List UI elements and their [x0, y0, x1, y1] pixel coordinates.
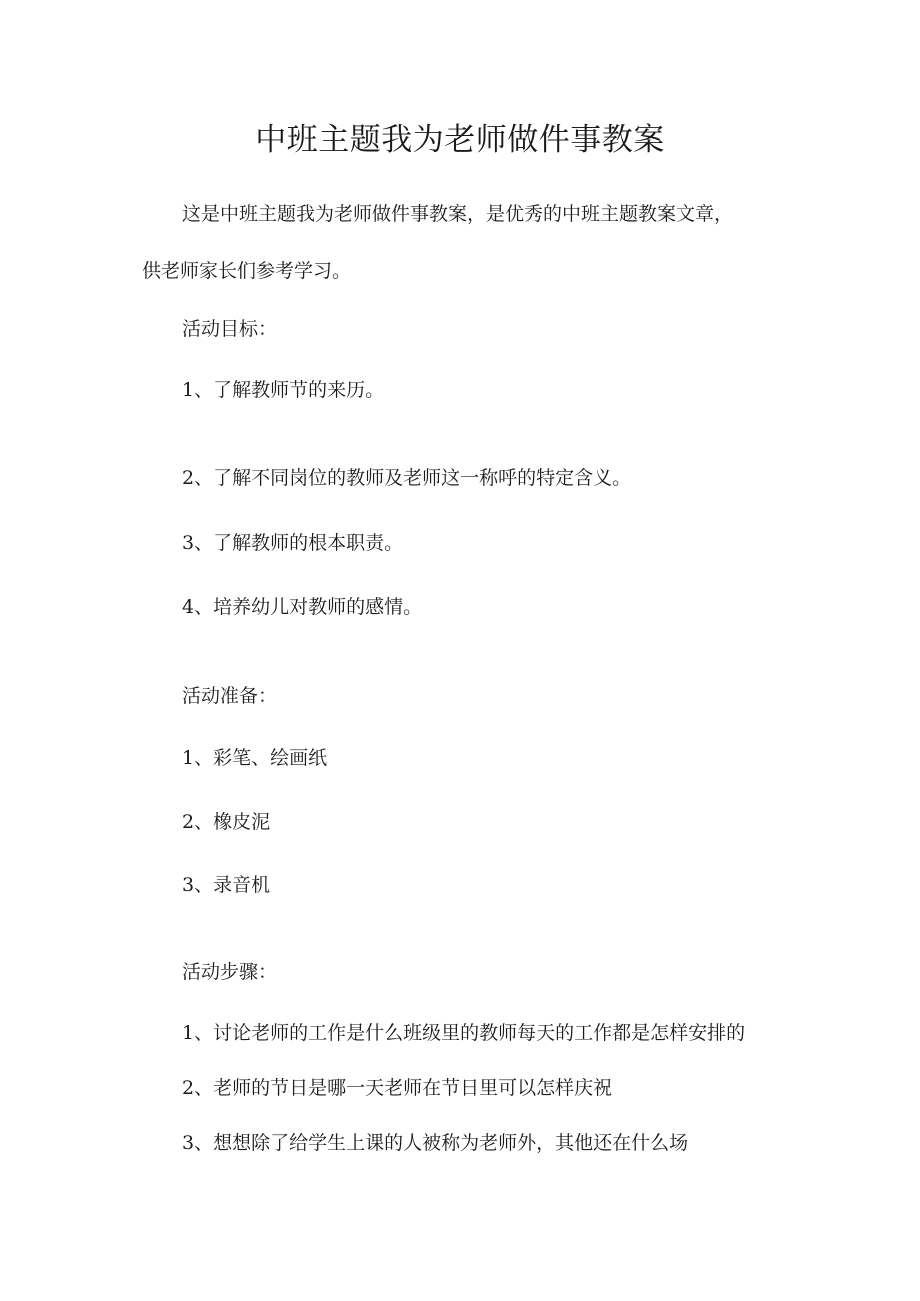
goal-item-4: 4、培养幼儿对教师的感情。: [182, 596, 423, 618]
step-item-3: 3、想想除了给学生上课的人被称为老师外，其他还在什么场: [182, 1132, 689, 1154]
steps-heading: 活动步骤：: [182, 961, 278, 983]
step-item-2: 2、老师的节日是哪一天老师在节日里可以怎样庆祝: [182, 1077, 613, 1099]
goal-item-3: 3、了解教师的根本职责。: [182, 532, 404, 554]
intro-line-2: 供老师家长们参考学习。: [142, 260, 352, 282]
preparation-heading: 活动准备：: [182, 685, 278, 707]
goal-item-1: 1、了解教师节的来历。: [182, 379, 385, 401]
intro-line-1: 这是中班主题我为老师做件事教案，是优秀的中班主题教案文章，: [182, 203, 734, 225]
document-title: 中班主题我为老师做件事教案: [255, 122, 665, 158]
step-item-1: 1、讨论老师的工作是什么班级里的教师每天的工作都是怎样安排的: [182, 1022, 746, 1044]
goal-item-2: 2、了解不同岗位的教师及老师这一称呼的特定含义。: [182, 467, 632, 489]
preparation-item-3: 3、录音机: [182, 874, 271, 896]
preparation-item-2: 2、橡皮泥: [182, 811, 271, 833]
preparation-item-1: 1、彩笔、绘画纸: [182, 747, 328, 769]
goals-heading: 活动目标：: [182, 318, 278, 340]
